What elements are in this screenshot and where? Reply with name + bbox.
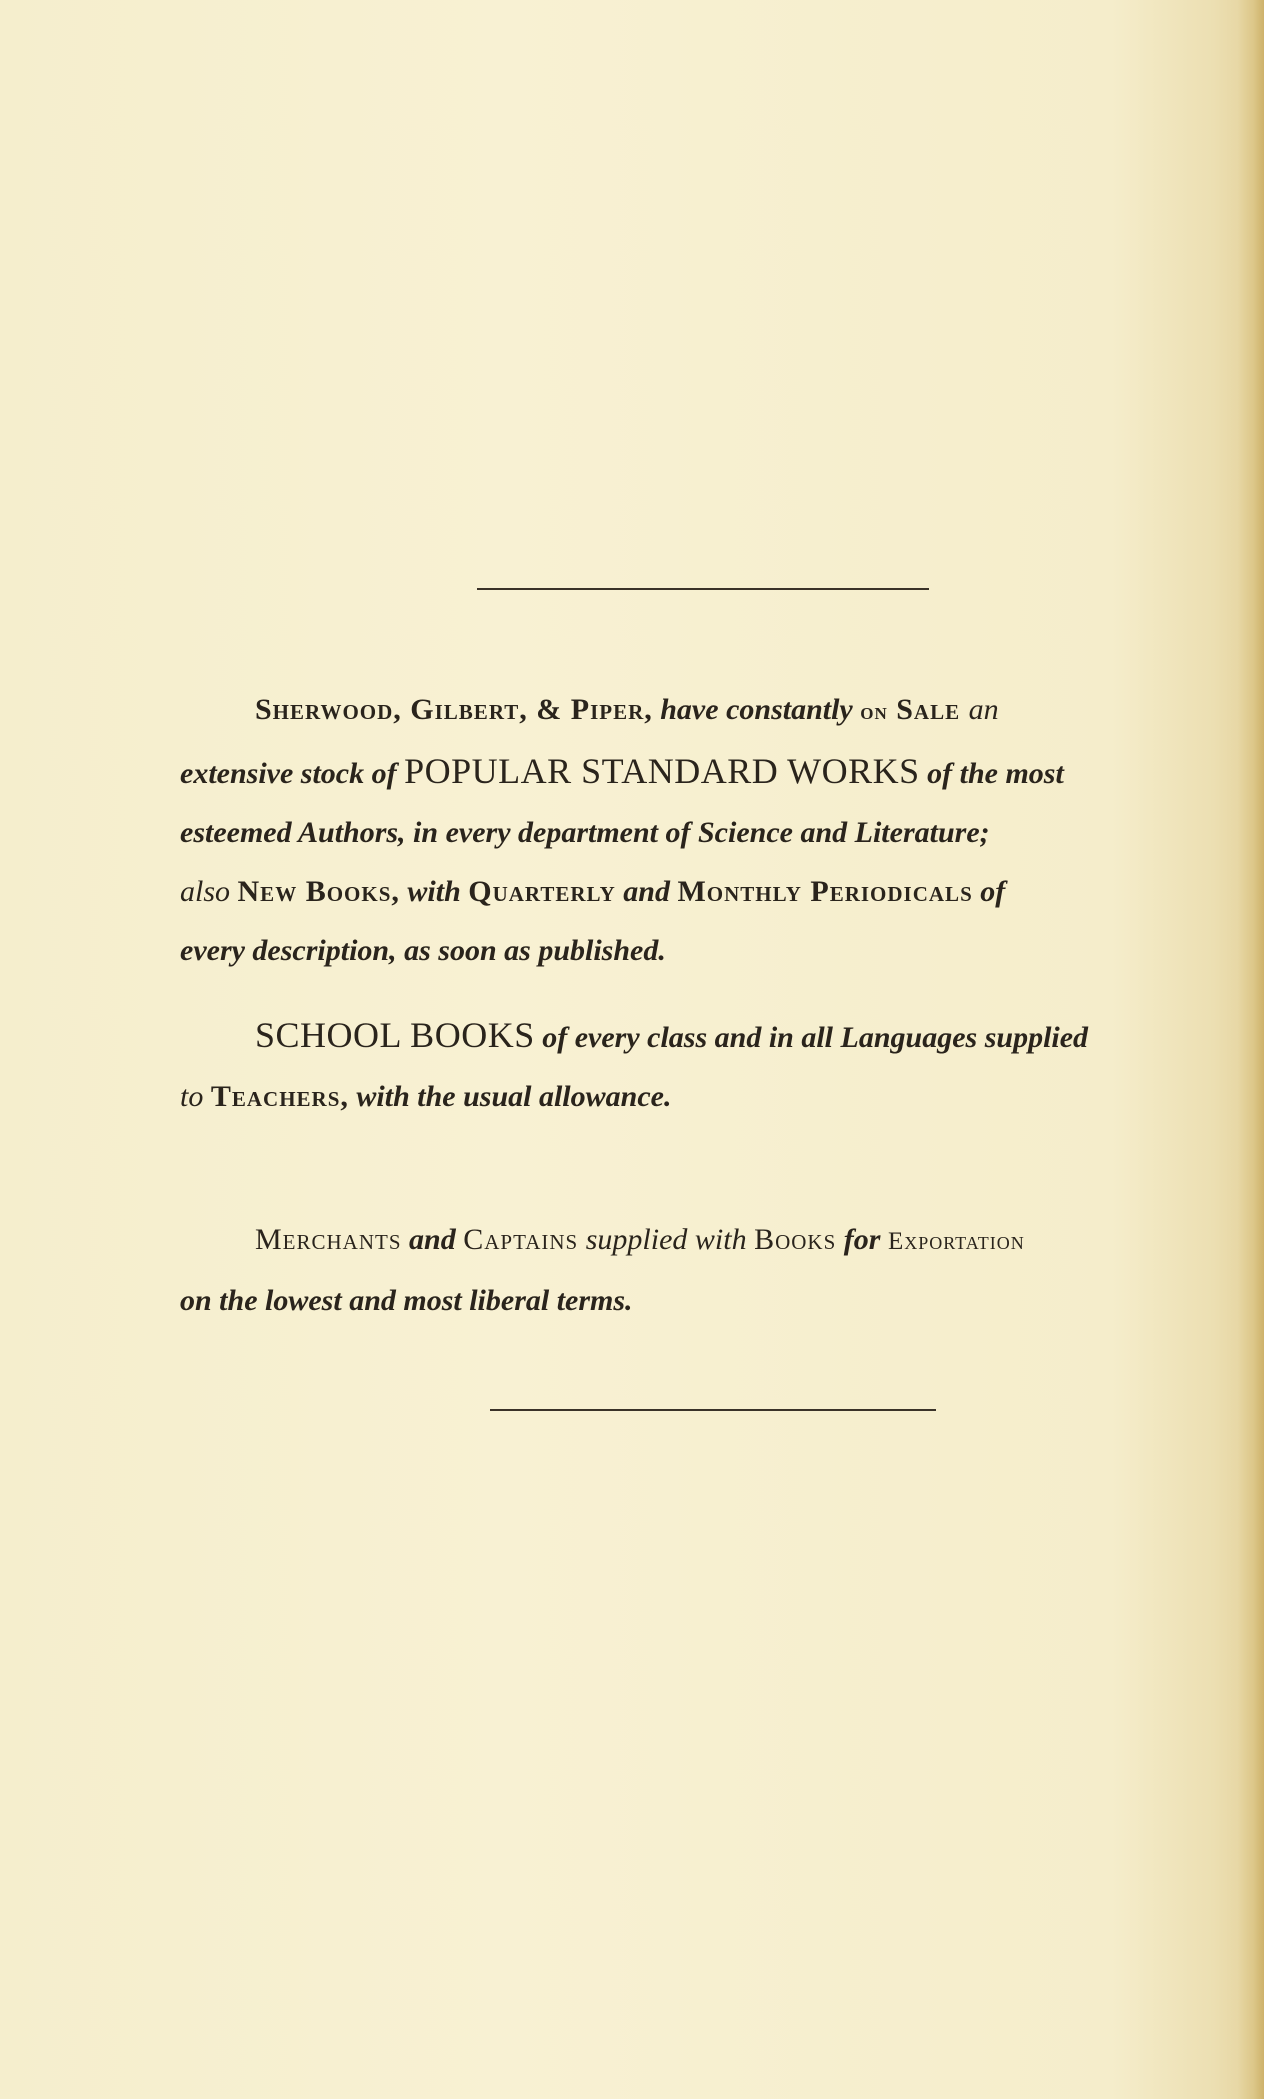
p1-line-2: extensive stock of POPULAR STANDARD WORKS of the most — [180, 751, 1064, 791]
paragraph-stock — [180, 680, 1215, 980]
page-edge — [1238, 0, 1264, 2099]
paragraph-school-books — [180, 1006, 1215, 1126]
p3-line-2: on the lowest and most liberal terms. — [180, 1284, 633, 1317]
school-books-heading: SCHOOL BOOKS — [255, 1015, 535, 1055]
publisher-names: Sherwood, Gilbert, & Piper, — [255, 693, 653, 726]
p2-line-1: SCHOOL BOOKS of every class and in all Languages supplied — [255, 1015, 1089, 1055]
p1-line-4: also New Books, with Quarterly and Monthly Periodicals of — [180, 875, 1006, 908]
top-rule — [477, 588, 929, 590]
bottom-rule — [490, 1409, 936, 1411]
p3-line-1: Merchants and Captains supplied with Books for Exportation — [255, 1223, 1025, 1256]
p1-line-3: esteemed Authors, in every department of Science and Literature; — [180, 816, 990, 849]
p1-line-5: every description, as soon as published. — [180, 934, 666, 967]
p2-line-2: to Teachers, with the usual allowance. — [180, 1080, 672, 1113]
paragraph-merchants — [180, 1210, 1215, 1330]
p1-line-1: Sherwood, Gilbert, & Piper, have constantly on Sale an — [255, 693, 999, 726]
popular-standard-works: POPULAR STANDARD WORKS — [404, 751, 920, 791]
